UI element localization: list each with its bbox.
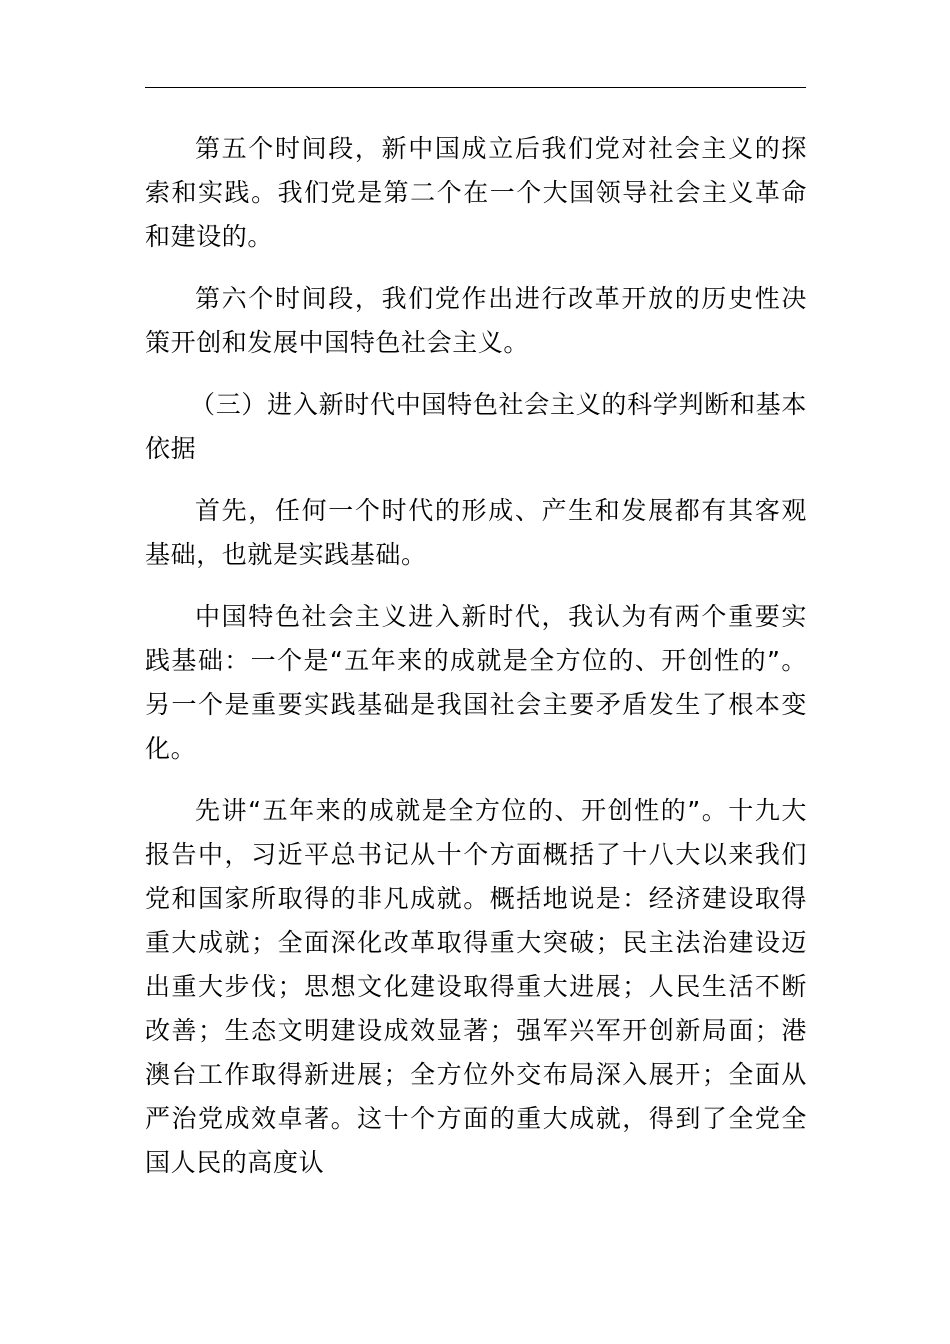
paragraph-period-five: 第五个时间段，新中国成立后我们党对社会主义的探索和实践。我们党是第二个在一个大国领导社会主义革命和建设的。 (145, 134, 807, 251)
section-heading-three: （三）进入新时代中国特色社会主义的科学判断和基本依据 (145, 390, 807, 463)
paragraph-five-years-achievements: 先讲“五年来的成就是全方位的、开创性的”。十九大报告中，习近平总书记从十个方面概括了十八大以来我们党和国家所取得的非凡成就。概括地说是：经济建设取得重大成就；全面深化改革取得重大突破；民主法治建设迈出重大步伐；思想文化建设取得重大进展；人民生活不断改善；生态文明建设成效显著；强军兴军开创新局面；港澳台工作取得新进展；全方位外交布局深入展开；全面从严治党成效卓著。这十个方面的重大成就，得到了全党全国人民的高度认 (145, 796, 807, 1177)
paragraph-period-six: 第六个时间段，我们党作出进行改革开放的历史性决策开创和发展中国特色社会主义。 (145, 284, 807, 357)
header-rule (145, 87, 806, 88)
document-body (145, 127, 807, 1203)
paragraph-first-basis: 首先，任何一个时代的形成、产生和发展都有其客观基础，也就是实践基础。 (145, 496, 807, 569)
paragraph-two-foundations: 中国特色社会主义进入新时代，我认为有两个重要实践基础：一个是“五年来的成就是全方位的、开创性的”。另一个是重要实践基础是我国社会主要矛盾发生了根本变化。 (145, 602, 807, 763)
